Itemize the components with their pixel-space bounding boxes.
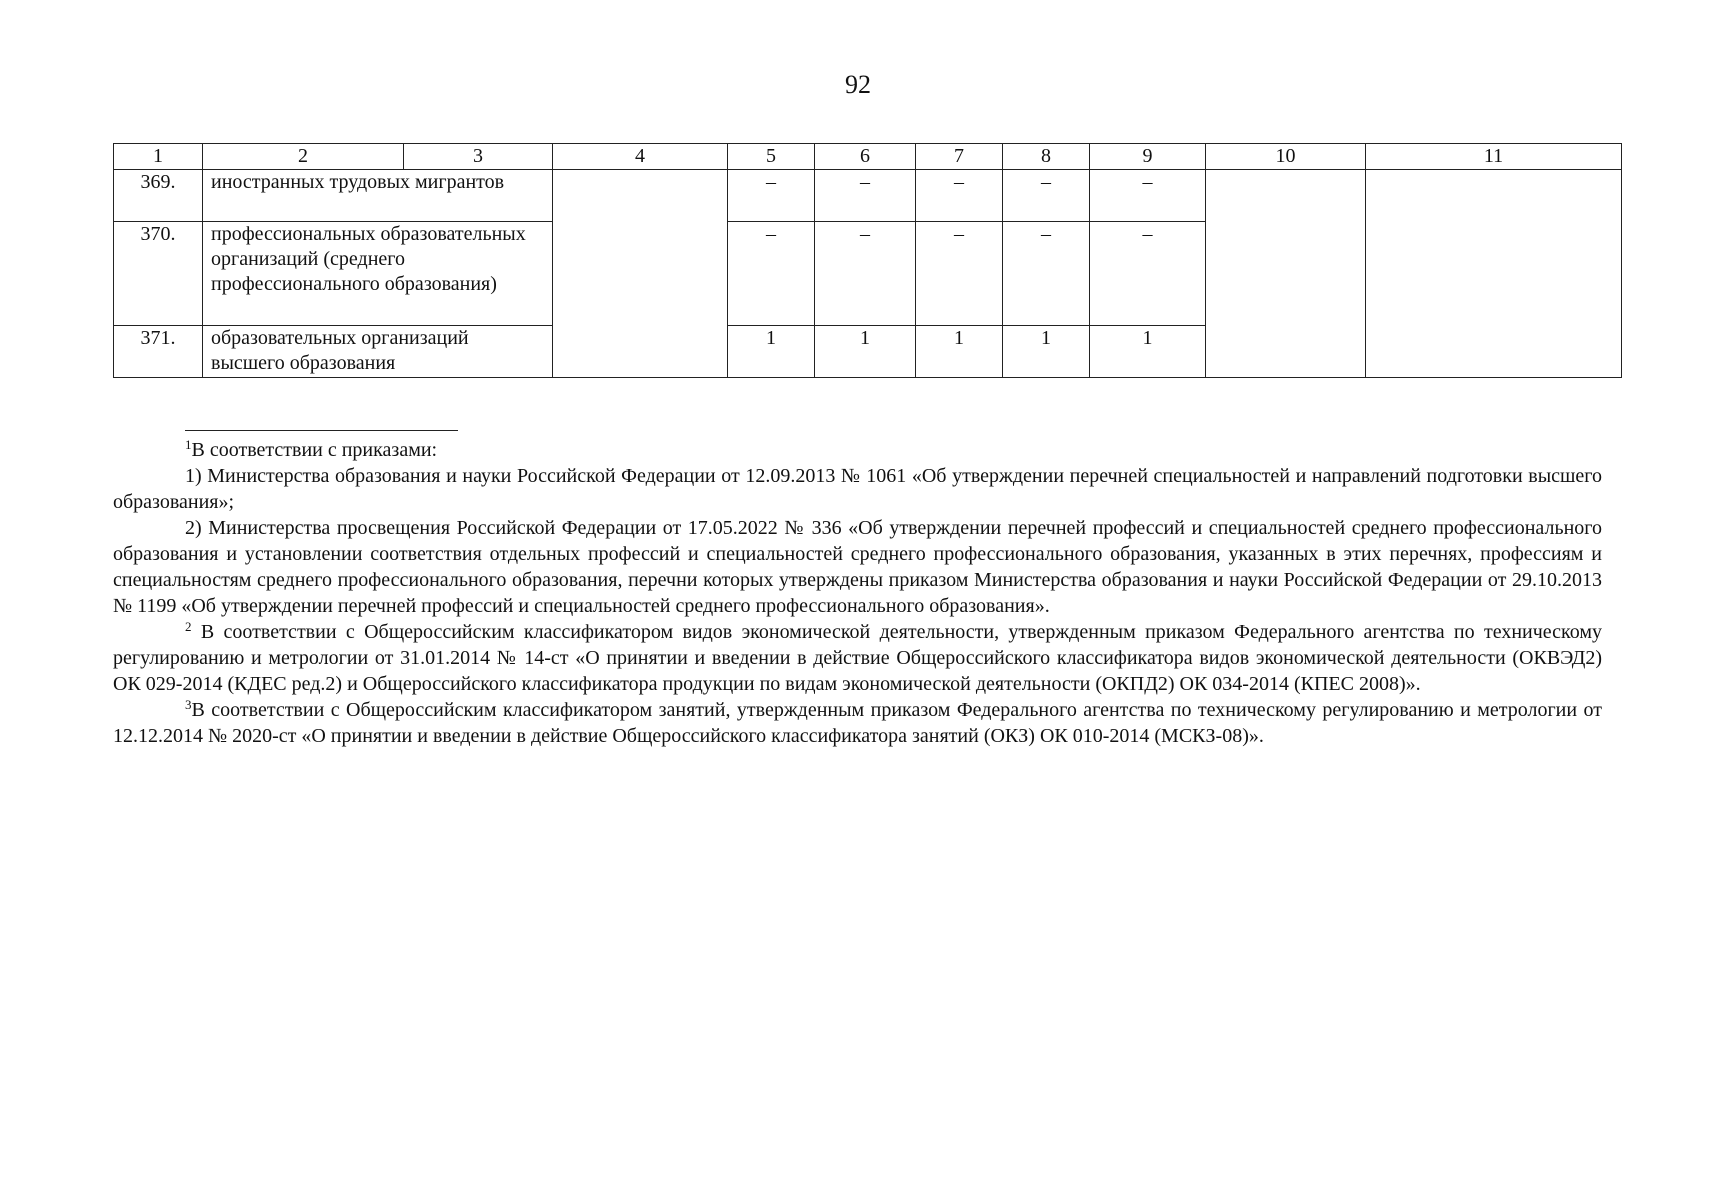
table-cell: – <box>815 222 916 326</box>
footnote-mark: 1 <box>185 437 192 452</box>
row-name: иностранных трудовых мигрантов <box>203 170 553 222</box>
table-row <box>114 170 1622 222</box>
column-header: 8 <box>1003 144 1090 170</box>
column-header: 1 <box>114 144 203 170</box>
row-number: 369. <box>114 170 203 222</box>
column-header: 3 <box>404 144 553 170</box>
empty-cell <box>1366 170 1622 378</box>
footnote-text: В соответствии с Общероссийским классификатором занятий, утвержденным приказом Федерального агентства по техническому регулированию и метрологии от 12.12.2014 № 2020-ст «О принятии и введении в действие Общероссийского классификатора занятий (ОКЗ) ОК 010-2014 (МСКЗ-08)». <box>113 699 1602 747</box>
empty-cell <box>1206 170 1366 378</box>
row-name: образовательных организаций высшего образования <box>203 326 553 378</box>
footnote-mark: 3 <box>185 697 192 712</box>
footnote-1-item-2: 2) Министерства просвещения Российской Федерации от 17.05.2022 № 336 «Об утверждении перечней профессий и специальностей среднего профессионального образования и установлении соответствия отдельных профессий и специальностей среднего профессионального образования, указанных в этих перечнях, профессиям и специальностям среднего профессионального образования, перечни которых утверждены приказом Министерства образования и науки Российской Федерации от 29.10.2013 № 1199 «Об утверждении перечней профессий и специальностей среднего профессионального образования». <box>113 517 1602 617</box>
footnote-1-item-1: 1) Министерства образования и науки Российской Федерации от 12.09.2013 № 1061 «Об утверждении перечней специальностей и направлений подготовки высшего образования»; <box>113 465 1602 513</box>
table-cell: – <box>1003 170 1090 222</box>
column-header: 5 <box>728 144 815 170</box>
row-number: 370. <box>114 222 203 326</box>
table-cell: – <box>1090 170 1206 222</box>
footnote-text: В соответствии с приказами: <box>191 439 438 461</box>
page-number: 92 <box>845 70 871 99</box>
row-name: профессиональных образовательных организаций (среднего профессионального образования) <box>203 222 553 326</box>
column-header: 10 <box>1206 144 1366 170</box>
table-cell: – <box>1090 222 1206 326</box>
table-cell: 1 <box>815 326 916 378</box>
column-header: 4 <box>553 144 728 170</box>
table-cell: – <box>815 170 916 222</box>
column-header: 11 <box>1366 144 1622 170</box>
table-cell: – <box>1003 222 1090 326</box>
table-cell: 1 <box>916 326 1003 378</box>
footnote-3 <box>113 697 1602 749</box>
footnote-mark: 2 <box>185 619 192 634</box>
column-header: 6 <box>815 144 916 170</box>
table-cell: 1 <box>1003 326 1090 378</box>
footnote-2 <box>113 619 1602 697</box>
column-header: 7 <box>916 144 1003 170</box>
footnote-1-intro <box>113 437 1602 463</box>
table-cell: 1 <box>1090 326 1206 378</box>
table-header-row <box>114 144 1622 170</box>
table-cell: – <box>916 170 1003 222</box>
table-cell: – <box>728 222 815 326</box>
footnotes <box>113 437 1602 749</box>
column-header: 9 <box>1090 144 1206 170</box>
table-cell: – <box>916 222 1003 326</box>
table-cell: 1 <box>728 326 815 378</box>
column-header: 2 <box>203 144 404 170</box>
data-table <box>113 143 1622 378</box>
footnote-text: В соответствии с Общероссийским классификатором видов экономической деятельности, утвержденным приказом Федерального агентства по техническому регулированию и метрологии от 31.01.2014 № 14-ст «О принятии и введении в действие Общероссийского классификатора видов экономической деятельности (ОКВЭД2) ОК 029-2014 (КДЕС ред.2) и Общероссийского классификатора продукции по видам экономической деятельности (ОКПД2) ОК 034-2014 (КПЕС 2008)». <box>113 621 1603 695</box>
table-cell: – <box>728 170 815 222</box>
footnote-separator <box>185 430 458 431</box>
row-number: 371. <box>114 326 203 378</box>
empty-cell <box>553 170 728 378</box>
